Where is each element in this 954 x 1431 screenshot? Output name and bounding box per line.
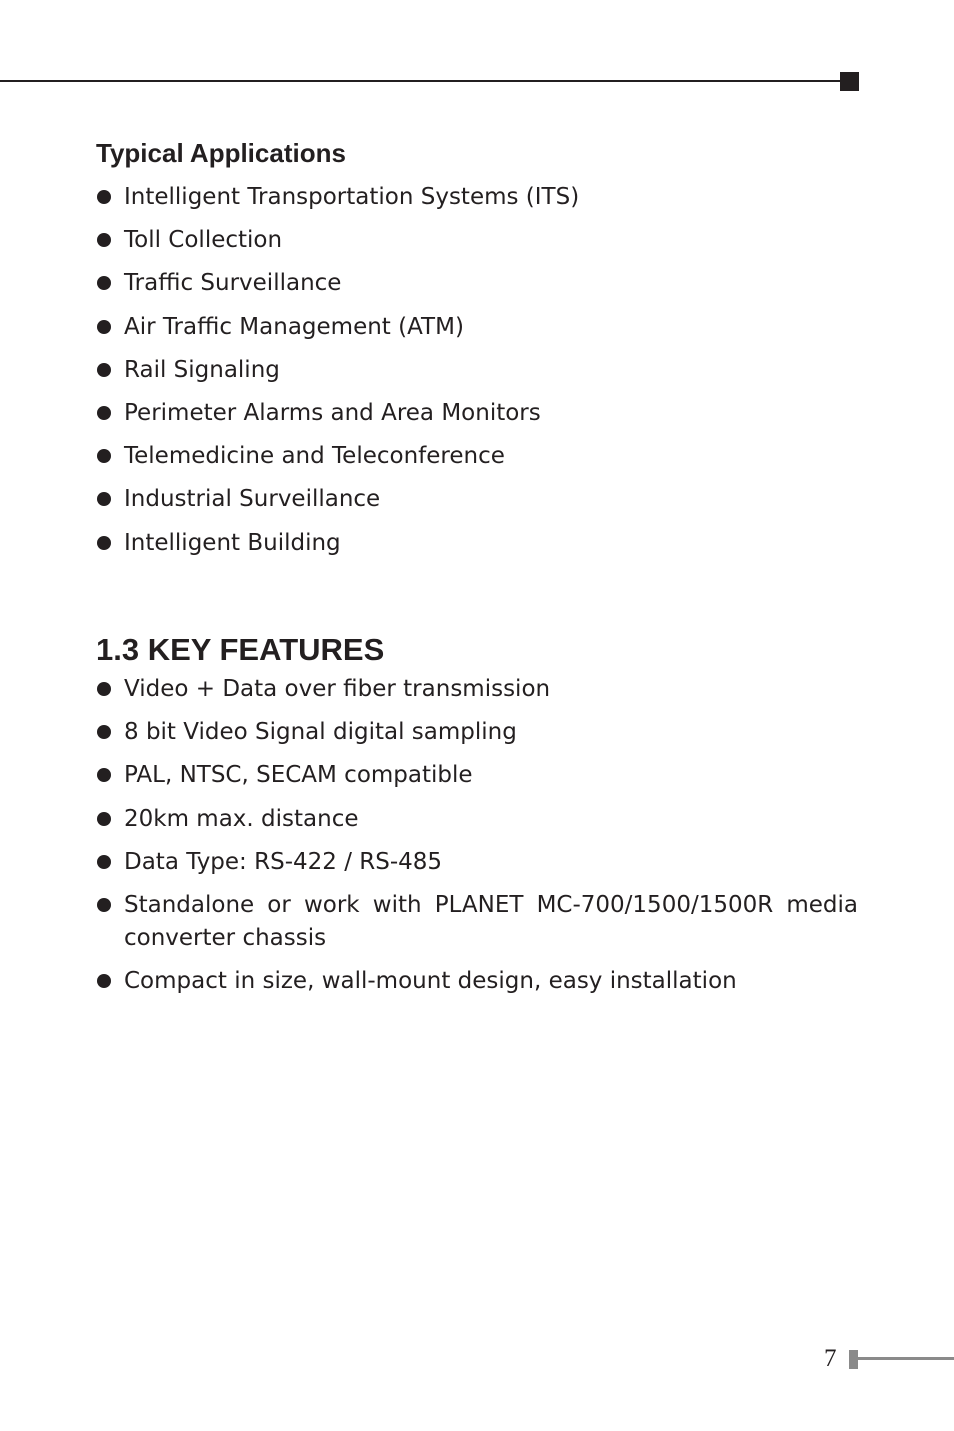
list-item-text: Industrial Surveillance [124, 486, 381, 513]
list-item [96, 311, 858, 344]
bullet-icon [97, 812, 111, 826]
bullet-icon [97, 363, 111, 377]
header-rule [0, 80, 842, 82]
list-item [96, 267, 858, 300]
bullet-icon [97, 320, 111, 334]
list-item [96, 846, 858, 879]
bullet-icon [97, 898, 111, 912]
list-item-text: Telemedicine and Teleconference [124, 443, 505, 470]
bullet-icon [97, 276, 111, 290]
list-item [96, 224, 858, 257]
bullet-icon [97, 725, 111, 739]
list-item [96, 759, 858, 792]
header-square-marker [840, 72, 859, 91]
bullet-icon [97, 682, 111, 696]
list-item [96, 397, 858, 430]
key-features-heading: 1.3 KEY FEATURES [96, 632, 385, 667]
list-item [96, 889, 858, 955]
bullet-icon [97, 536, 111, 550]
list-item-text: 8 bit Video Signal digital sampling [124, 719, 517, 746]
footer-tab-marker [849, 1350, 858, 1369]
list-item [96, 527, 858, 560]
list-item-text: Air Traffic Management (ATM) [124, 313, 464, 340]
list-item-text: Rail Signaling [124, 356, 280, 383]
list-item [96, 483, 858, 516]
footer-rule [858, 1357, 954, 1360]
bullet-icon [97, 855, 111, 869]
typical-applications-list [96, 181, 858, 570]
list-item-text: Video + Data over fiber transmission [124, 676, 551, 702]
bullet-icon [97, 190, 111, 204]
list-item-text: PAL, NTSC, SECAM compatible [124, 762, 473, 789]
bullet-icon [97, 406, 111, 420]
list-item-text: Standalone or work with PLANET MC-700/1500/1500R media converter chassis [124, 891, 858, 951]
bullet-icon [97, 492, 111, 506]
list-item-text: Intelligent Transportation Systems (ITS) [124, 184, 580, 210]
bullet-icon [97, 974, 111, 988]
typical-applications-heading: Typical Applications [96, 138, 346, 168]
list-item [96, 181, 858, 214]
list-item [96, 965, 858, 998]
list-item-text: Toll Collection [124, 227, 283, 254]
list-item-text: 20km max. distance [124, 805, 359, 832]
bullet-icon [97, 233, 111, 247]
list-item-text: Compact in size, wall-mount design, easy installation [124, 968, 737, 995]
list-item-text: Perimeter Alarms and Area Monitors [124, 399, 541, 426]
list-item [96, 803, 858, 836]
list-item-text: Traffic Surveillance [124, 270, 342, 297]
bullet-icon [97, 768, 111, 782]
list-item-text: Intelligent Building [124, 529, 341, 556]
key-features-list [96, 673, 858, 1008]
page-number: 7 [824, 1345, 837, 1372]
bullet-icon [97, 449, 111, 463]
list-item [96, 440, 858, 473]
list-item [96, 354, 858, 387]
list-item [96, 673, 858, 706]
list-item-text: Data Type: RS-422 / RS-485 [124, 848, 443, 875]
list-item [96, 716, 858, 749]
